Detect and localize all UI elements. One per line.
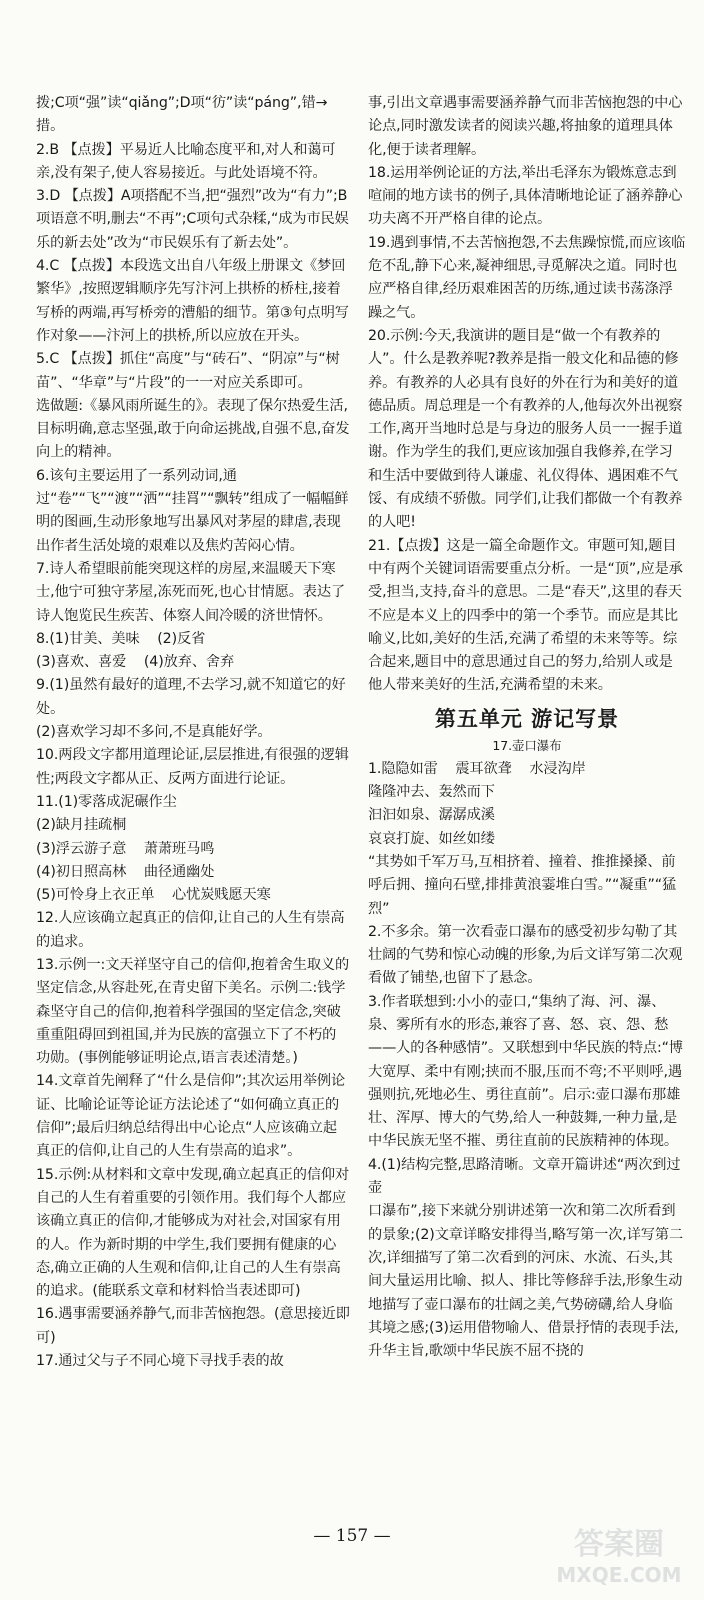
answer-item xyxy=(368,232,686,325)
watermark-text: 答案圈 xyxy=(574,1527,664,1562)
answer-item xyxy=(36,1350,350,1373)
answer-text: 15.示例:从材料和文章中发现,确立起真正的信仰对自己的人生有着重要的引领作用。我们每个人都应该确立真正的信仰,才能够成为对社会,对国家有用的人。作为新时期的中学生,我们要拥有健康的心态,确立正确的人生观和信仰,让自己的人生有崇高的追求。(能联系文章和材料恰当表述即可) xyxy=(36,1166,350,1300)
answer-item xyxy=(36,744,350,791)
answer-item xyxy=(36,791,350,907)
answer-text: 21.【点拨】这是一篇全命题作文。审题可知,题目中有两个关键词语需要重点分析。一是“顶”,应是承受,担当,支持,奋斗的意思。二是“春天”,这里的春天不应是本义上的四季中的第一个季节。而应是其比喻义,比如,美好的生活,充满了希望的未来等等。综合起来,题目中的意思通过自己的努力,给别人或是他人带来美好的生活,充满希望的未来。 xyxy=(368,537,683,694)
right-answer-list-bottom xyxy=(368,758,686,1364)
answer-text: 7.诗人希望眼前能突现这样的房屋,来温暖天下寒士,他宁可独守茅屋,冻死而死,也心甘情愿。表达了诗人饱览民生疾苦、体察人间冷暖的济世情怀。 xyxy=(36,560,346,624)
watermark-logo-icon xyxy=(544,1520,694,1590)
page-number: — 157 — xyxy=(313,1526,391,1546)
answer-item xyxy=(368,758,686,921)
unit-title: 第五单元 游记写景 xyxy=(434,706,620,731)
answer-text: 2.B 【点拨】平易近人比喻态度平和,对人和蔼可亲,没有架子,使人容易接近。与此处语境不符。 xyxy=(36,141,336,181)
answer-text: 11.(1)零落成泥碾作尘 (2)缺月挂疏桐 (3)浮云游子意 萧萧班马鸣 (4)初日照高林 曲径通幽处 (5)可怜身上衣正单 心忧炭贱愿天寒 xyxy=(36,793,271,904)
answer-text: 16.遇事需要涵养静气,而非苦恼抱怨。(意思接近即可) xyxy=(36,1306,350,1346)
answer-item xyxy=(368,92,686,162)
answer-item xyxy=(36,139,350,186)
answer-item xyxy=(36,674,350,744)
answer-text: 1.隐隐如雷 震耳欲聋 水浸沟岸 隆隆冲去、轰然而下 汩汩如泉、潺潺成溪 哀哀打旋、如丝如缕 “其势如千军万马,互相挤着、撞着、推推搡搡、前呼后拥、撞向石壁,排排黄浪霎堆白雪。”“凝重”“猛烈” xyxy=(368,760,677,917)
answer-item xyxy=(368,535,686,698)
answer-item xyxy=(368,162,686,232)
left-answer-list xyxy=(36,92,350,1373)
right-column xyxy=(368,92,686,1363)
answer-text: 6.该句主要运用了一系列动词,通过“卷”“飞”“渡”“洒”“挂罥”“飘转”组成了一幅幅鲜明的图画,生动形象地写出暴风对茅屋的肆虐,表现出作者生活处境的艰难以及焦灼苦闷心情。 xyxy=(36,467,349,554)
answer-item xyxy=(36,185,350,255)
watermark-url: MXQE.COM xyxy=(556,1563,682,1587)
answer-text: 10.两段文字都用道理论证,层层推进,有很强的逻辑性;两段文字都从正、反两方面进行论证。 xyxy=(36,747,349,787)
answer-text: 12.人应该确立起真正的信仰,让自己的人生有崇高的追求。 xyxy=(36,910,345,950)
right-answer-list-top xyxy=(368,92,686,698)
answer-text: 5.C 【点拨】抓住“高度”与“砖石”、“阴凉”与“树苗”、“华章”与“片段”的一一对应关系即可。 xyxy=(36,351,340,391)
answer-item xyxy=(368,991,686,1154)
answer-text: 选做题:《暴风雨所诞生的》。表现了保尔热爱生活,目标明确,意志坚强,敢于向命运挑战,自强不息,奋发向上的精神。 xyxy=(36,397,350,461)
answer-item xyxy=(368,1154,686,1364)
answer-text: 18.运用举例论证的方法,举出毛泽东为锻炼意志到喧闹的地方读书的例子,具体清晰地论证了涵养静心功夫离不开严格自律的论点。 xyxy=(368,164,683,228)
answer-text: 17.通过父与子不同心境下寻找手表的故 xyxy=(36,1353,284,1370)
answer-item xyxy=(36,255,350,348)
answer-item xyxy=(36,92,350,139)
answer-text: 拨;C项“强”读“qiǎng”;D项“彷”读“páng”,错→措。 xyxy=(36,95,328,135)
answer-text: 14.文章首先阐释了“什么是信仰”;其次运用举例论证、比喻论证等论证方法论述了“如何确立真正的信仰”;最后归纳总结得出中心论点“人应该确立起真正的信仰,让自己的人生有崇高的追求”。 xyxy=(36,1073,346,1160)
lesson-title: 17.壶口瀑布 xyxy=(492,737,562,753)
answer-item xyxy=(36,395,350,465)
answer-item xyxy=(36,348,350,395)
answer-text: 8.(1)甘美、美味 (2)反省 (3)喜欢、喜爱 (4)放弃、舍弃 xyxy=(36,630,235,671)
answer-item xyxy=(36,1070,350,1163)
answer-text: 2.不多余。第一次看壶口瀑布的感受初步勾勒了其壮阔的气势和惊心动魄的形象,为后文详写第二次观看做了铺垫,也留下了悬念。 xyxy=(368,923,683,987)
answer-text: 13.示例一:文天祥坚守自己的信仰,抱着舍生取义的坚定信念,从容赴死,在青史留下美名。示例二:钱学森坚守自己的信仰,抱着科学强国的坚定信念,突破重重阻碍回到祖国,并为民族的富强立下了不朽的功勋。(事例能够证明论点,语言表述清楚。) xyxy=(36,956,350,1067)
answer-item xyxy=(36,628,350,675)
answer-text: 4.(1)结构完整,思路清晰。文章开篇讲述“两次到过壶 口瀑布”,接下来就分别讲述第一次和第二次所看到的景象;(2)文章详略安排得当,略写第一次,详写第二次,详细描写了第二次看到的河床、水流、石头,其间大量运用比喻、拟人、排比等修辞手法,形象生动地描写了壶口瀑布的壮阔之美,气势磅礴,给人身临其境之感;(3)运用借物喻人、借景抒情的表现手法,升华主旨,歌颂中华民族不屈不挠的 xyxy=(368,1156,684,1360)
answer-text: 9.(1)虽然有最好的道理,不去学习,就不知道它的好处。 (2)喜欢学习却不多问,不是真能好学。 xyxy=(36,677,346,741)
answer-text: 19.遇到事情,不去苦恼抱怨,不去焦躁惊慌,而应该临危不乱,静下心来,凝神细思,寻觅解决之道。同时也应严格自律,经历艰难困苦的历练,通过读书荡涤浮躁之气。 xyxy=(368,234,686,321)
answer-item xyxy=(36,558,350,628)
answer-text: 4.C 【点拨】本段选文出自八年级上册课文《梦回繁华》,按照逻辑顺序先写汴河上拱桥的桥柱,接着写桥的两端,再写桥旁的漕船的细节。第③句点明写作对象——汴河上的拱桥,所以应放在开头。 xyxy=(36,258,349,344)
answer-item xyxy=(36,954,350,1070)
answer-item xyxy=(36,1164,350,1304)
answer-item xyxy=(368,325,686,535)
answer-text: 事,引出文章遇事需要涵养静气而非苦恼抱怨的中心论点,同时激发读者的阅读兴趣,将抽象的道理具体化,便于读者理解。 xyxy=(368,95,683,158)
answer-text: 3.作者联想到:小小的壶口,“集纳了海、河、瀑、泉、雾所有水的形态,兼容了喜、怒、哀、怨、愁——人的各种感情”。又联想到中华民族的特点:“博大宽厚、柔中有刚;挟而不服,压而不弯;不平则呼,遇强则抗,死地必生、勇往直前”。启示:壶口瀑布那雄壮、浑厚、博大的气势,给人一种鼓舞,一种力量,是中华民族无坚不摧、勇往直前的民族精神的体现。 xyxy=(368,993,684,1150)
answer-item xyxy=(368,921,686,991)
answer-item xyxy=(36,1303,350,1350)
answer-text: 20.示例:今天,我演讲的题目是“做一个有教养的人”。什么是教养呢?教养是指一般文化和品德的修养。有教养的人必具有良好的外在行为和美好的道德品质。周总理是一个有教养的人,他每次外出视察工作,离开当地时总是与身边的服务人员一一握手道谢。作为学生的我们,更应该加强自我修养,在学习和生活中要做到待人谦虚、礼仪得体、遇困难不气馁、有成绩不骄傲。同学们,让我们都做一个有教养的人吧! xyxy=(368,327,683,531)
answer-text: 3.D 【点拨】A项搭配不当,把“强烈”改为“有力”;B项语意不明,删去“不再”;C项句式杂糅,“成为市民娱乐的新去处”改为“市民娱乐有了新去处”。 xyxy=(36,188,349,251)
left-column xyxy=(36,92,350,1373)
answer-item xyxy=(36,465,350,558)
answer-item xyxy=(36,907,350,954)
